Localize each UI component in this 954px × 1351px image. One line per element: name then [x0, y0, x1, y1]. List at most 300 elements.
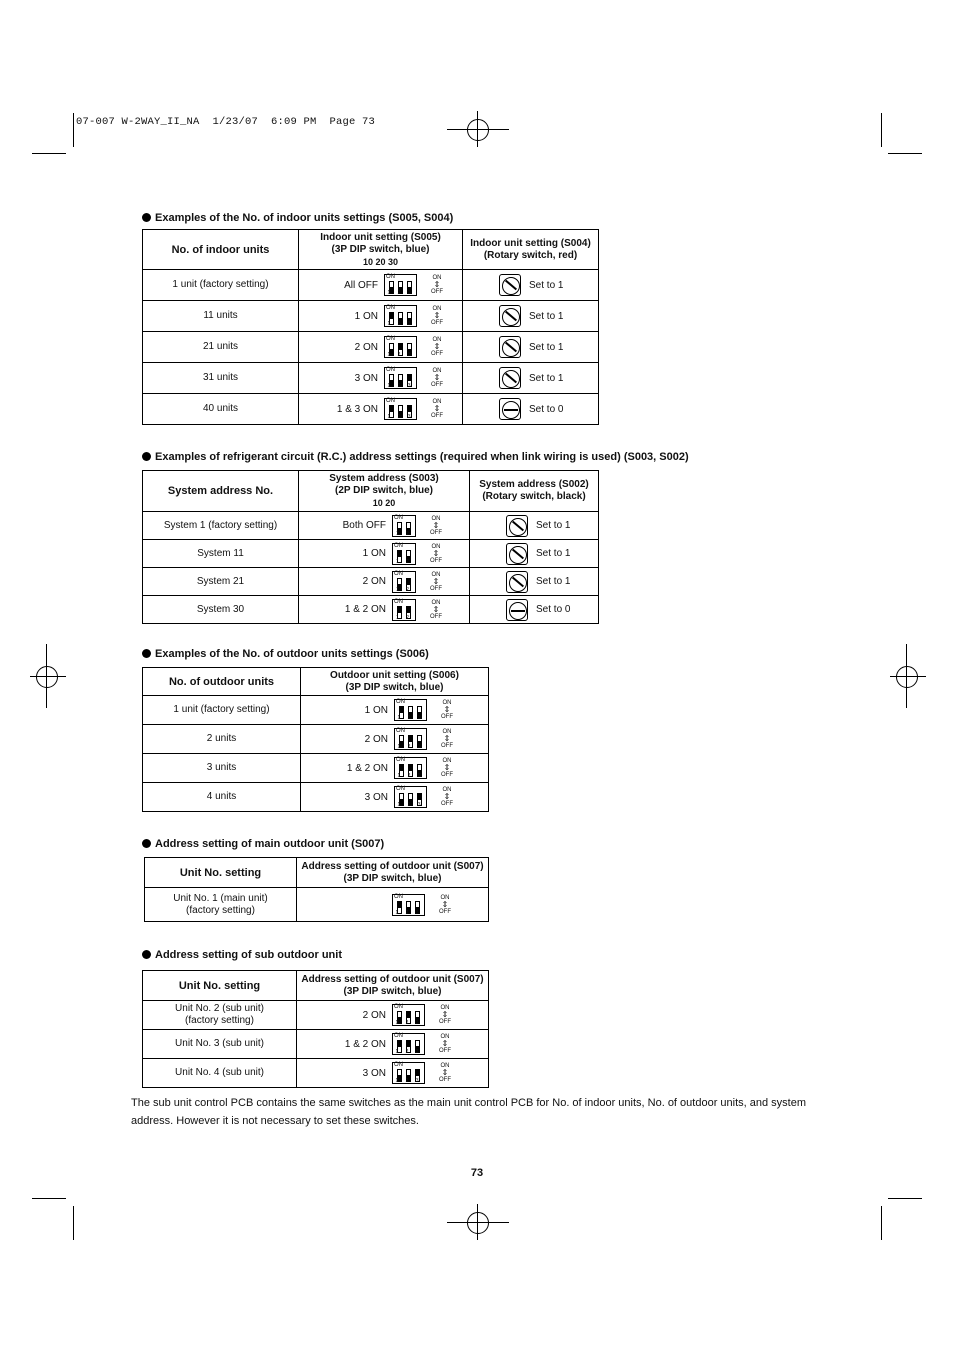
updown-arrow-icon: ⇕ [441, 1010, 449, 1019]
print-slug: 07-007 W-2WAY_II_NA 1/23/07 6:09 PM Page 73 [76, 116, 376, 128]
dip-knob [416, 1070, 419, 1076]
updown-arrow-icon: ⇕ [432, 548, 440, 558]
header-col-1: Unit No. setting [145, 858, 297, 888]
legend-on: ON [431, 515, 441, 522]
dip-setting-label: 1 & 2 ON [344, 604, 386, 615]
registration-mark [477, 1204, 478, 1240]
on-off-legend [439, 895, 451, 915]
header-col-2 [297, 971, 489, 1001]
rotary-switch-icon [499, 398, 521, 420]
table-row [143, 301, 599, 332]
rotary-cell [470, 512, 599, 540]
table-row [145, 888, 489, 922]
rotary-switch-icon [506, 599, 528, 621]
dip-setting [299, 543, 469, 565]
dip-cell [299, 332, 463, 363]
dip-setting [297, 1033, 488, 1055]
rotary-setting-label: Set to 1 [536, 548, 571, 559]
dip-switch [392, 515, 416, 537]
table-row [143, 1059, 489, 1088]
legend-off: OFF [430, 529, 442, 536]
rotary-pointer [512, 520, 524, 531]
on-off-legend [431, 306, 443, 326]
dip-cell [299, 394, 463, 425]
dip-numbers: 1 2 [396, 558, 412, 565]
dip-numbers: 1 2 3 [387, 414, 414, 420]
rotary-cell [470, 568, 599, 596]
rotary-pointer [505, 280, 517, 291]
dip-setting-label: 1 & 2 ON [346, 762, 388, 774]
legend-off: OFF [431, 413, 443, 419]
crop-mark [881, 113, 882, 147]
legend-on: ON [431, 571, 441, 578]
on-off-legend [431, 275, 443, 295]
rotary-setting-label: Set to 1 [536, 520, 571, 531]
rotary-pointer [505, 373, 517, 384]
dip-cell [301, 725, 489, 754]
dip-knob [407, 579, 410, 585]
legend-off: OFF [441, 743, 453, 749]
table-row [143, 394, 599, 425]
dip-numbers: 1 2 3 [397, 773, 424, 779]
table-row [143, 725, 489, 754]
dip-knob [399, 344, 402, 350]
table-row [143, 568, 599, 596]
dip-numbers: 1 2 3 [395, 1049, 422, 1055]
row-label: System 21 [143, 568, 299, 596]
table-row [143, 270, 599, 301]
on-off-legend [441, 758, 453, 778]
legend-on: ON [432, 368, 442, 374]
dip-switch [384, 336, 417, 358]
row-label: Unit No. 3 (sub unit) [143, 1030, 297, 1059]
dip-numbers: 1 2 3 [395, 1078, 422, 1084]
sub-outdoor-table [142, 970, 489, 1088]
dip-setting-label: 1 ON [364, 704, 388, 716]
dip-knob [398, 607, 401, 613]
dip-setting [299, 398, 462, 420]
indoor-units-table [142, 229, 599, 425]
dip-on-label: ON [386, 274, 395, 280]
row-label: 4 units [143, 783, 301, 812]
table-row [143, 1030, 489, 1059]
rotary-switch-icon [499, 274, 521, 296]
rotary-switch-icon [499, 336, 521, 358]
row-label: Unit No. 2 (sub unit) (factory setting) [143, 1001, 297, 1030]
dip-cell [299, 568, 470, 596]
outdoor-units-table [142, 667, 489, 812]
rotary-cell [463, 270, 599, 301]
crop-mark [73, 1206, 74, 1240]
rotary-setting [463, 367, 598, 389]
legend-on: ON [440, 1063, 450, 1069]
row-label: 21 units [143, 332, 299, 363]
table-row [143, 696, 489, 725]
rotary-setting [470, 515, 598, 537]
legend-off: OFF [431, 351, 443, 357]
dip-on-label: ON [394, 893, 403, 900]
dip-on-label: ON [394, 542, 403, 549]
dip-on-label: ON [396, 728, 405, 734]
legend-off: OFF [430, 613, 442, 620]
legend-on: ON [431, 543, 441, 550]
header-col-2-sub: 10 20 30 [362, 256, 399, 267]
legend-off: OFF [431, 320, 443, 326]
on-off-legend [439, 1063, 451, 1083]
dip-cell [299, 270, 463, 301]
legend-on: ON [442, 729, 452, 735]
dip-on-label: ON [394, 1062, 403, 1068]
bullet-icon [142, 452, 151, 461]
dip-setting-label: 2 ON [362, 1009, 386, 1021]
dip-setting-label: 1 ON [362, 548, 386, 559]
on-off-legend [441, 787, 453, 807]
updown-arrow-icon: ⇕ [432, 520, 440, 530]
header-col-2 [297, 858, 489, 888]
bullet-icon [142, 950, 151, 959]
row-label: System 11 [143, 540, 299, 568]
dip-knob [408, 406, 411, 412]
on-off-legend [431, 337, 443, 357]
dip-switch [392, 1033, 425, 1055]
dip-switch [384, 274, 417, 296]
updown-arrow-icon: ⇕ [443, 705, 451, 714]
rotary-setting [463, 274, 598, 296]
dip-cell [297, 1001, 489, 1030]
table-row [143, 596, 599, 624]
rotary-setting-label: Set to 0 [536, 604, 571, 615]
legend-off: OFF [439, 1077, 451, 1083]
rotary-cell [463, 332, 599, 363]
header-col-2-text: Outdoor unit setting (S006) (3P DIP switch, blue) [330, 669, 459, 693]
section-title-outdoor: Examples of the No. of outdoor units settings (S006) [142, 648, 429, 660]
dip-setting-label: 2 ON [364, 733, 388, 745]
rotary-setting-label: Set to 1 [529, 341, 564, 353]
registration-mark [467, 119, 489, 141]
header-col-1: No. of indoor units [143, 230, 299, 270]
header-col-2 [299, 230, 463, 270]
dip-cell [301, 783, 489, 812]
dip-switch [394, 699, 427, 721]
on-off-legend [430, 572, 442, 592]
row-label: 1 unit (factory setting) [143, 270, 299, 301]
dip-on-label: ON [394, 1033, 403, 1039]
row-label: System 30 [143, 596, 299, 624]
header-col-1: System address No. [143, 471, 299, 512]
dip-switch [384, 398, 417, 420]
row-label: Unit No. 4 (sub unit) [143, 1059, 297, 1088]
dip-switch [384, 305, 417, 327]
rotary-setting [463, 336, 598, 358]
dip-cell [297, 888, 489, 922]
dip-switch [392, 599, 416, 621]
row-label: 2 units [143, 725, 301, 754]
updown-arrow-icon: ⇕ [433, 404, 441, 413]
row-label: 40 units [143, 394, 299, 425]
updown-arrow-icon: ⇕ [441, 1068, 449, 1077]
header-col-3: System address (S002) (Rotary switch, black) [470, 471, 599, 512]
legend-off: OFF [441, 801, 453, 807]
dip-numbers: 1 2 3 [397, 715, 424, 721]
dip-setting-label: 1 & 2 ON [344, 1038, 386, 1050]
rotary-pointer [505, 311, 517, 322]
registration-mark [896, 666, 918, 688]
dip-setting [299, 571, 469, 593]
table-header-row [143, 971, 489, 1001]
dip-numbers: 1 2 3 [387, 383, 414, 389]
crop-mark [32, 153, 66, 154]
legend-on: ON [442, 787, 452, 793]
dip-setting [301, 728, 488, 750]
section-title-sub-outdoor: Address setting of sub outdoor unit [142, 949, 342, 961]
dip-switch [394, 728, 427, 750]
dip-setting [301, 786, 488, 808]
dip-knob [398, 551, 401, 557]
dip-knob [390, 406, 393, 412]
row-label: 1 unit (factory setting) [143, 696, 301, 725]
updown-arrow-icon: ⇕ [432, 576, 440, 586]
legend-on: ON [432, 275, 442, 281]
rotary-switch-icon [499, 367, 521, 389]
header-col-2 [299, 471, 470, 512]
bullet-icon [142, 213, 151, 222]
rotary-setting-label: Set to 1 [529, 372, 564, 384]
dip-setting-label: 3 ON [364, 791, 388, 803]
legend-on: ON [440, 1034, 450, 1040]
registration-mark [36, 666, 58, 688]
rotary-setting [470, 599, 598, 621]
dip-cell [301, 696, 489, 725]
crop-mark [73, 113, 74, 147]
dip-on-label: ON [386, 398, 395, 404]
table-row [143, 363, 599, 394]
dip-on-label: ON [394, 514, 403, 521]
dip-knob [418, 794, 421, 800]
legend-off: OFF [430, 557, 442, 564]
rotary-switch-icon [499, 305, 521, 327]
dip-numbers: 1 2 3 [387, 321, 414, 327]
legend-on: ON [442, 758, 452, 764]
header-col-2-text: System address (S003) (2P DIP switch, blue) [329, 473, 439, 496]
registration-mark [890, 676, 926, 677]
dip-numbers: 1 2 3 [395, 1020, 422, 1026]
registration-mark [906, 644, 907, 708]
rotary-pointer [512, 576, 524, 587]
dip-setting-label: 2 ON [354, 341, 378, 353]
registration-mark [46, 644, 47, 708]
legend-off: OFF [430, 585, 442, 592]
legend-off: OFF [439, 1048, 451, 1054]
dip-setting [299, 515, 469, 537]
rotary-switch-icon [506, 515, 528, 537]
dip-numbers: 1 2 [396, 614, 412, 621]
legend-off: OFF [441, 714, 453, 720]
updown-arrow-icon: ⇕ [441, 899, 449, 909]
legend-on: ON [432, 337, 442, 343]
dip-on-label: ON [386, 336, 395, 342]
registration-mark [447, 129, 509, 130]
dip-switch [392, 543, 416, 565]
dip-setting-label: Both OFF [342, 520, 386, 531]
rotary-cell [463, 394, 599, 425]
dip-switch [392, 1062, 425, 1084]
dip-switch [384, 367, 417, 389]
rotary-pointer [504, 409, 518, 411]
dip-numbers: 1 2 3 [387, 352, 414, 358]
legend-on: ON [442, 700, 452, 706]
header-col-3: Indoor unit setting (S004) (Rotary switch, red) [463, 230, 599, 270]
dip-knob [409, 736, 412, 742]
dip-numbers: 1 2 3 [397, 744, 424, 750]
on-off-legend [441, 700, 453, 720]
bullet-icon [142, 649, 151, 658]
crop-mark [888, 153, 922, 154]
row-label: 11 units [143, 301, 299, 332]
updown-arrow-icon: ⇕ [443, 792, 451, 801]
dip-on-label: ON [394, 1004, 403, 1010]
rotary-cell [470, 596, 599, 624]
legend-off: OFF [439, 908, 451, 915]
dip-setting-label: 1 ON [354, 310, 378, 322]
legend-on: ON [440, 1005, 450, 1011]
dip-numbers: 1 2 [396, 530, 412, 537]
rotary-setting-label: Set to 0 [529, 403, 564, 415]
dip-cell [297, 1030, 489, 1059]
dip-setting-label: All OFF [344, 279, 378, 291]
dip-cell [297, 1059, 489, 1088]
updown-arrow-icon: ⇕ [433, 342, 441, 351]
on-off-legend [441, 729, 453, 749]
dip-switch [394, 786, 427, 808]
rotary-pointer [505, 342, 517, 353]
on-off-legend [431, 368, 443, 388]
rotary-cell [463, 301, 599, 332]
crop-mark [881, 1206, 882, 1240]
dip-knob [407, 607, 410, 613]
dip-knob [409, 765, 412, 771]
rotary-setting-label: Set to 1 [529, 279, 564, 291]
dip-knob [390, 313, 393, 319]
header-col-2 [301, 668, 489, 696]
refrigerant-address-table [142, 470, 599, 624]
dip-setting-label: 3 ON [362, 1067, 386, 1079]
on-off-legend [439, 1005, 451, 1025]
table-row [143, 512, 599, 540]
legend-off: OFF [439, 1019, 451, 1025]
on-off-legend [430, 600, 442, 620]
updown-arrow-icon: ⇕ [432, 604, 440, 614]
rotary-switch-icon [506, 543, 528, 565]
dip-switch [394, 757, 427, 779]
dip-on-label: ON [396, 699, 405, 705]
updown-arrow-icon: ⇕ [433, 311, 441, 320]
dip-on-label: ON [386, 305, 395, 311]
legend-off: OFF [431, 289, 443, 295]
dip-knob [407, 1041, 410, 1047]
dip-setting [299, 336, 462, 358]
crop-mark [888, 1198, 922, 1199]
rotary-setting-label: Set to 1 [536, 576, 571, 587]
dip-cell [299, 596, 470, 624]
table-header-row [143, 471, 599, 512]
dip-cell [299, 363, 463, 394]
main-outdoor-table [144, 857, 489, 922]
note-paragraph: The sub unit control PCB contains the same switches as the main unit control PCB for No. of indoor units, No. of outdoor units, and system address. However it is not necessary to set these switches. [131, 1097, 807, 1127]
header-col-2-text: Indoor unit setting (S005) (3P DIP switch, blue) [320, 231, 441, 255]
table-row [143, 1001, 489, 1030]
dip-knob [407, 1012, 410, 1018]
rotary-setting [470, 543, 598, 565]
header-col-1: No. of outdoor units [143, 668, 301, 696]
table-row [143, 783, 489, 812]
rotary-switch-icon [506, 571, 528, 593]
dip-setting [297, 894, 488, 916]
header-col-1: Unit No. setting [143, 971, 297, 1001]
legend-on: ON [432, 306, 442, 312]
rotary-setting [463, 398, 598, 420]
on-off-legend [430, 544, 442, 564]
dip-switch [392, 571, 416, 593]
registration-mark [477, 111, 478, 147]
legend-on: ON [440, 894, 450, 901]
legend-off: OFF [441, 772, 453, 778]
dip-setting-label: 1 & 3 ON [336, 403, 378, 415]
dip-knob [398, 902, 401, 908]
row-label: Unit No. 1 (main unit) (factory setting) [145, 888, 297, 922]
crop-mark [32, 1198, 66, 1199]
dip-switch [392, 894, 425, 916]
updown-arrow-icon: ⇕ [433, 280, 441, 289]
dip-knob [400, 707, 403, 713]
dip-on-label: ON [396, 757, 405, 763]
registration-mark [447, 1222, 509, 1223]
rotary-setting [470, 571, 598, 593]
header-col-2-sub: 10 20 [372, 498, 396, 508]
rotary-setting-label: Set to 1 [529, 310, 564, 322]
dip-setting [301, 699, 488, 721]
row-label: 3 units [143, 754, 301, 783]
table-header-row [145, 858, 489, 888]
legend-on: ON [431, 599, 441, 606]
table-header-row [143, 668, 489, 696]
updown-arrow-icon: ⇕ [441, 1039, 449, 1048]
dip-on-label: ON [394, 570, 403, 577]
section-title-indoor: Examples of the No. of indoor units settings (S005, S004) [142, 212, 453, 224]
dip-numbers: 1 2 3 [397, 802, 424, 808]
table-row [143, 754, 489, 783]
dip-knob [408, 375, 411, 381]
dip-setting [299, 274, 462, 296]
dip-setting [297, 1004, 488, 1026]
on-off-legend [439, 1034, 451, 1054]
updown-arrow-icon: ⇕ [443, 734, 451, 743]
registration-mark [467, 1212, 489, 1234]
dip-cell [301, 754, 489, 783]
rotary-setting [463, 305, 598, 327]
dip-knob [400, 765, 403, 771]
rotary-pointer [511, 610, 525, 612]
table-row [143, 332, 599, 363]
dip-setting [299, 367, 462, 389]
rotary-cell [470, 540, 599, 568]
dip-cell [299, 512, 470, 540]
dip-setting [299, 305, 462, 327]
dip-cell [299, 301, 463, 332]
dip-setting [297, 1062, 488, 1084]
dip-on-label: ON [396, 786, 405, 792]
dip-switch [392, 1004, 425, 1026]
updown-arrow-icon: ⇕ [433, 373, 441, 382]
